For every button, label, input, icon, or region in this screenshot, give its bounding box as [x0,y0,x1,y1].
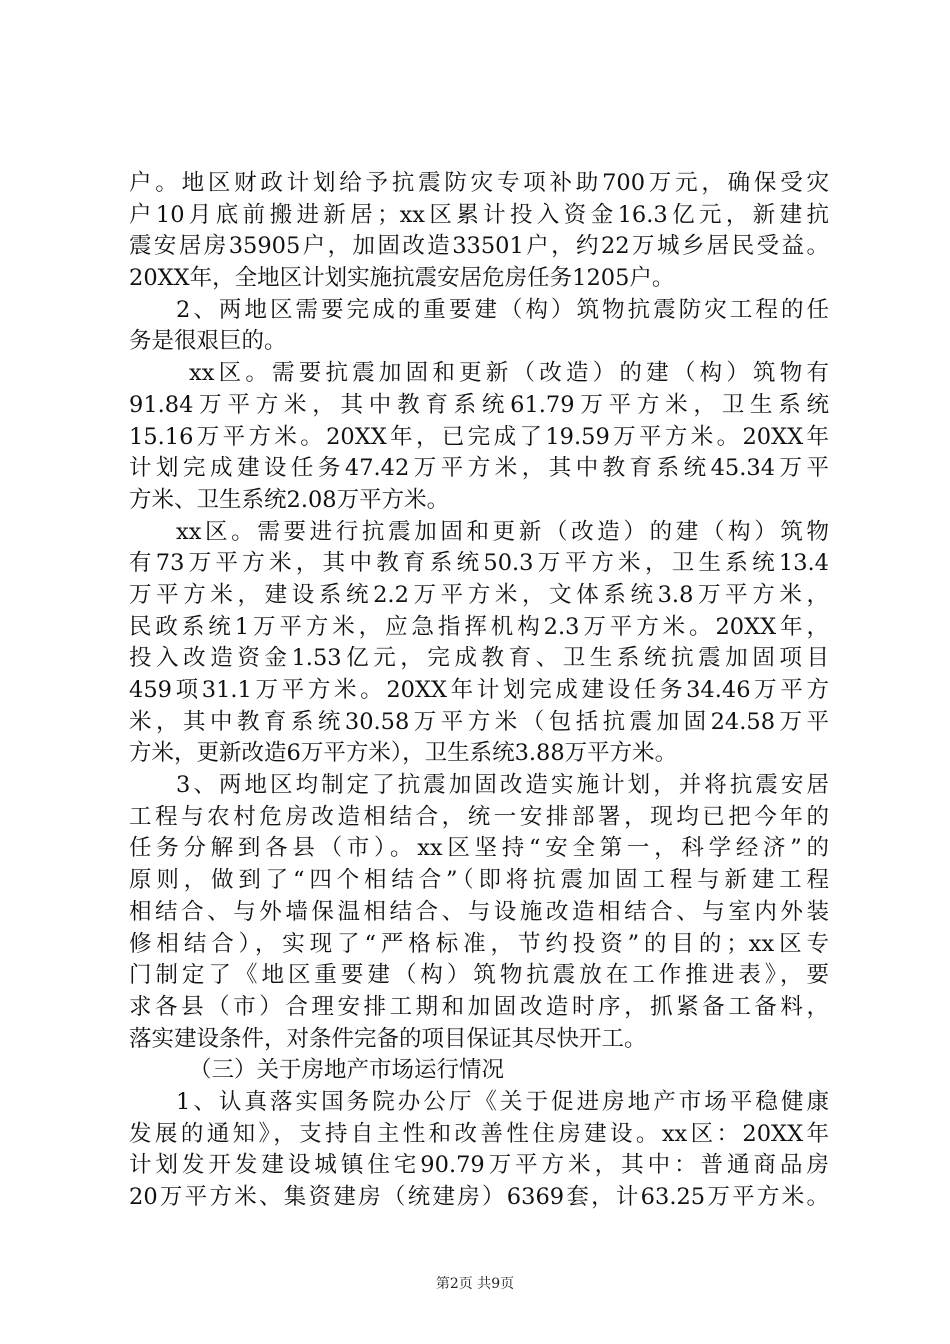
text-line: 计划发开发建设城镇住宅90.79万平方米，其中：普通商品房 [129,1152,829,1179]
text-line: 方米，更新改造6万平方米），卫生系统3.88万平方米。 [129,740,678,767]
document-body [129,168,829,1214]
text-line: 户10月底前搬进新居；xx区累计投入资金16.3亿元，新建抗 [129,201,829,228]
text-line: 米，其中教育系统30.58万平方米（包括抗震加固24.58万平 [129,708,829,735]
text-line: 91.84万平方米，其中教育系统61.79万平方米，卫生系统 [129,391,829,418]
text-line: 方米、卫生系统2.08万平方米。 [129,486,450,513]
text-line: 3、两地区均制定了抗震加固改造实施计划，并将抗震安居 [176,772,829,799]
text-line: 门制定了《地区重要建（构）筑物抗震放在工作推进表》，要 [129,962,829,989]
text-line: 15.16万平方米。20XX年，已完成了19.59万平方米。20XX年 [129,423,829,450]
text-line: 1、认真落实国务院办公厅《关于促进房地产市场平稳健康 [176,1088,829,1115]
text-line: 求各县（市）合理安排工期和加固改造时序，抓紧备工备料， [129,993,829,1020]
text-line: 计划完成建设任务47.42万平方米，其中教育系统45.34万平 [129,455,829,482]
text-line: 户。地区财政计划给予抗震防灾专项补助700万元，确保受灾 [129,170,829,196]
text-line: 有73万平方米，其中教育系统50.3万平方米，卫生系统13.4 [129,550,829,577]
text-line: 务是很艰巨的。 [129,328,287,355]
text-line: 相结合、与外墙保温相结合、与设施改造相结合、与室内外装 [129,898,829,925]
text-line: 落实建设条件，对条件完备的项目保证其尽快开工。 [129,1025,647,1052]
text-line: 震安居房35905户，加固改造33501户，约22万城乡居民受益。 [129,233,829,260]
page-footer: 第2页 共9页 [435,1276,515,1292]
text-line: 459项31.1万平方米。20XX年计划完成建设任务34.46万平方 [129,677,829,703]
text-line: 工程与农村危房改造相结合，统一安排部署，现均已把今年的 [129,803,829,830]
text-line: 投入改造资金1.53亿元，完成教育、卫生系统抗震加固项目 [129,645,829,672]
text-line: 民政系统1万平方米，应急指挥机构2.3万平方米。20XX年， [129,613,829,640]
text-line: xx区。需要抗震加固和更新（改造）的建（构）筑物有 [189,360,829,387]
text-line: 20万平方米、集资建房（统建房）6369套，计63.25万平方米。 [129,1184,829,1210]
text-line: （三）关于房地产市场运行情况 [189,1057,505,1084]
text-line: 万平方米，建设系统2.2万平方米，文体系统3.8万平方米， [129,581,829,608]
text-line: 发展的通知》，支持自主性和改善性住房建设。xx区：20XX年 [129,1120,829,1147]
text-line: 原则，做到了“四个相结合”（即将抗震加固工程与新建工程 [129,867,829,894]
text-line: 20XX年，全地区计划实施抗震安居危房任务1205户。 [129,265,675,292]
text-line: 任务分解到各县（市）。xx区坚持“安全第一，科学经济”的 [129,835,829,862]
text-line: 修相结合），实现了“严格标准，节约投资”的目的；xx区专 [129,930,829,957]
text-line: xx区。需要进行抗震加固和更新（改造）的建（构）筑物 [176,518,829,545]
text-line: 2、两地区需要完成的重要建（构）筑物抗震防灾工程的任 [176,296,829,323]
